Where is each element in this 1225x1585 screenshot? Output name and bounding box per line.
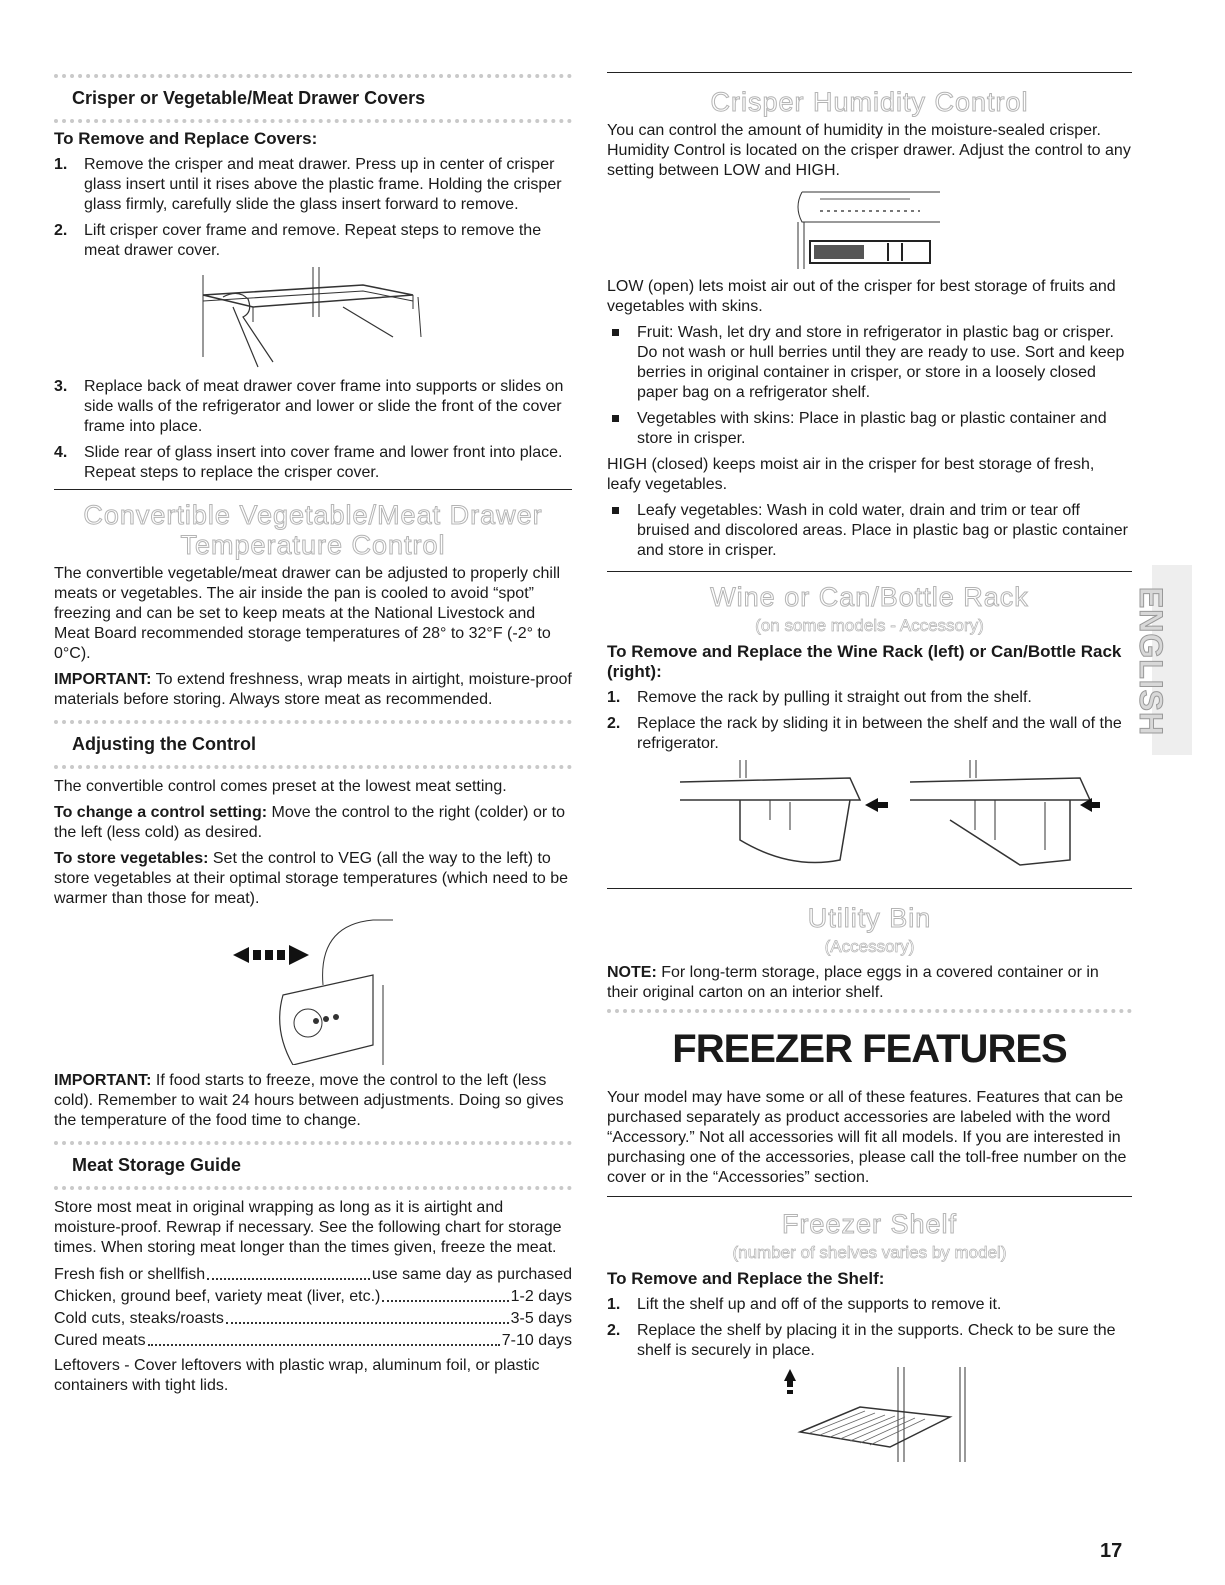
- divider: [54, 765, 572, 769]
- drawer-cover-steps-b: [54, 377, 572, 483]
- table-row: Cold cuts, steaks/roasts 3-5 days: [54, 1310, 572, 1327]
- control-dial-illustration: [223, 915, 403, 1065]
- language-tab: ENGLISH: [1152, 565, 1192, 755]
- wine-rack-title: Wine or Can/Bottle Rack: [710, 582, 1029, 612]
- adjusting-paragraph: The convertible control comes preset at the lowest meat setting.: [54, 778, 507, 795]
- divider: [54, 119, 572, 123]
- divider: [607, 72, 1132, 73]
- humidity-control-illustration: [790, 187, 950, 277]
- remove-covers-heading: To Remove and Replace Covers:: [54, 129, 318, 148]
- list-item: 1. Lift the shelf up and off of the supports to remove it.: [607, 1296, 1002, 1313]
- divider: [54, 720, 572, 724]
- humidity-paragraph: You can control the amount of humidity in the moisture-sealed crisper. Humidity Control is located on the crisper drawer. Adjust the control to any setting between LOW and HIGH.: [607, 122, 1131, 179]
- store-vegetables-paragraph: To store vegetables: Set the control to VEG (all the way to the left) to store vegetables at their optimal storage temperatures (which need to be warmer than those for meat).: [54, 850, 569, 907]
- divider: [54, 74, 572, 78]
- page-number: 17: [1100, 1540, 1123, 1562]
- humidity-title: Crisper Humidity Control: [710, 87, 1029, 117]
- table-row: Chicken, ground beef, variety meat (liver, etc.) 1-2 days: [54, 1288, 572, 1305]
- list-item: 4. Slide rear of glass insert into cover frame and lower front into place. Repeat steps to replace the crisper cover.: [54, 444, 563, 481]
- meat-storage-table: [54, 1264, 572, 1352]
- list-item: 2. Replace the rack by sliding it in between the shelf and the wall of the refrigerator.: [607, 715, 1122, 752]
- drawer-cover-steps-a: [54, 155, 572, 261]
- meat-guide-paragraph: Store most meat in original wrapping as long as it is airtight and moisture-proof. Rewrap if necessary. See the following chart for storage times. When storing meat longer than the times given, freeze the meat.: [54, 1199, 562, 1256]
- freezer-shelf-subtitle: (number of shelves varies by model): [732, 1243, 1007, 1262]
- list-item: 2. Lift crisper cover frame and remove. Repeat steps to remove the meat drawer cover.: [54, 222, 542, 259]
- drawer-cover-illustration: [193, 267, 433, 377]
- divider: [54, 1186, 572, 1190]
- divider: [607, 1009, 1132, 1013]
- list-item: 1. Remove the crisper and meat drawer. Press up in center of crisper glass insert until it rises above the plastic frame. Holding the crisper glass firmly, carefully slide the glass insert forward to remove.: [54, 156, 562, 213]
- high-bullets: [607, 501, 1132, 561]
- utility-bin-title: Utility Bin: [807, 903, 932, 933]
- convertible-paragraph: The convertible vegetable/meat drawer can be adjusted to properly chill meats or vegetables. The air inside the pan is cooled to avoid “spot” freezing and can be set to keep meats at the National Livestock and Meat Board recommended storage temperatures of 28° to 32°F (-2° to 0°C).: [54, 565, 561, 662]
- utility-bin-subtitle: (Accessory): [824, 937, 915, 956]
- freezer-shelf-illustration: [770, 1367, 970, 1462]
- freezer-features-title: FREEZER FEATURES: [672, 1027, 1067, 1071]
- wine-rack-heading: To Remove and Replace the Wine Rack (left) or Can/Bottle Rack (right):: [607, 642, 1122, 681]
- list-item: 1. Remove the rack by pulling it straight out from the shelf.: [607, 689, 1032, 706]
- list-item: Vegetables with skins: Place in plastic bag or plastic container and store in crisper.: [607, 409, 1132, 449]
- list-item: 3. Replace back of meat drawer cover frame into supports or slides on side walls of the refrigerator and lower or slide the front of the cover frame into place.: [54, 378, 564, 435]
- list-item: Fruit: Wash, let dry and store in refrigerator in plastic bag or crisper. Do not wash or hull berries until they are ready to use. Sort and keep berries in original container in crisper, or store in a loosely closed paper bag on a refrigerator shelf.: [607, 323, 1132, 403]
- high-paragraph: HIGH (closed) keeps moist air in the crisper for best storage of fresh, leafy vegetables.: [607, 456, 1095, 493]
- low-paragraph: LOW (open) lets moist air out of the crisper for best storage of fruits and vegetables with skins.: [607, 278, 1116, 315]
- section-heading-meat-guide: Meat Storage Guide: [72, 1155, 242, 1175]
- table-row: Fresh fish or shellfish use same day as purchased: [54, 1266, 572, 1283]
- change-setting-paragraph: To change a control setting: Move the control to the right (colder) or to the left (less cold) as desired.: [54, 804, 565, 841]
- divider: [607, 571, 1132, 572]
- section-heading-adjusting: Adjusting the Control: [72, 734, 256, 754]
- leftovers-paragraph: Leftovers - Cover leftovers with plastic wrap, aluminum foil, or plastic containers with tight lids.: [54, 1357, 540, 1394]
- right-column: [607, 70, 1132, 1462]
- divider: [54, 489, 572, 490]
- wine-rack-subtitle: (on some models - Accessory): [755, 616, 984, 635]
- freezer-paragraph: Your model may have some or all of these features. Features that can be purchased separately as product accessories are labeled with the word “Accessory.” Not all accessories will fit all models. If you are interested in purchasing one of the accessories, please call the toll-free number on the cover or in the “Accessories” section.: [607, 1089, 1127, 1186]
- divider: [54, 1141, 572, 1145]
- wine-rack-illustration: [640, 760, 1100, 880]
- section-heading-drawer-covers: Crisper or Vegetable/Meat Drawer Covers: [72, 88, 426, 108]
- convertible-important: IMPORTANT: To extend freshness, wrap meats in airtight, moisture-proof materials before storing. Always store meat as recommended.: [54, 671, 572, 708]
- left-column: [54, 70, 572, 1402]
- adjusting-important: IMPORTANT: If food starts to freeze, move the control to the left (less cold). Remember to wait 24 hours between adjustments. Doing so gives the temperature of the food time to change.: [54, 1072, 564, 1129]
- freezer-shelf-steps: [607, 1295, 1132, 1361]
- low-bullets: [607, 323, 1132, 449]
- divider: [607, 888, 1132, 889]
- table-row: Cured meats 7-10 days: [54, 1332, 572, 1349]
- list-item: 2. Replace the shelf by placing it in the supports. Check to be sure the shelf is securely in place.: [607, 1322, 1116, 1359]
- divider: [607, 1196, 1132, 1197]
- wine-rack-steps: [607, 688, 1132, 754]
- convertible-title: Convertible Vegetable/Meat Drawer Temperature Control: [83, 500, 543, 560]
- utility-note: NOTE: For long-term storage, place eggs in a covered container or in their original carton on an interior shelf.: [607, 964, 1099, 1001]
- freezer-shelf-heading: To Remove and Replace the Shelf:: [607, 1269, 885, 1288]
- freezer-shelf-title: Freezer Shelf: [781, 1209, 958, 1239]
- list-item: Leafy vegetables: Wash in cold water, drain and trim or tear off bruised and discolored areas. Place in plastic bag or plastic container and store in crisper.: [607, 501, 1132, 561]
